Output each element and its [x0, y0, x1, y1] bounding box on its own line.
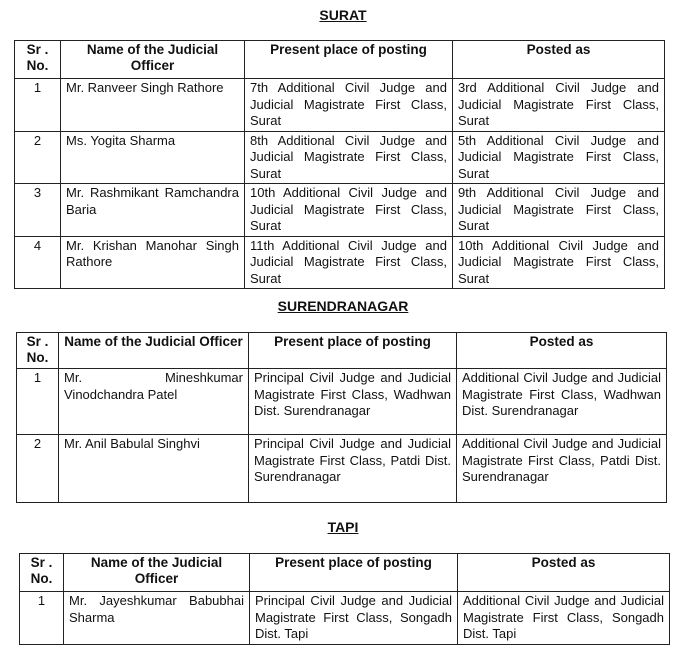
posted-cell: 3rd Additional Civil Judge and Judicial Magistrate First Class, Surat [453, 79, 665, 132]
present-cell: 11th Additional Civil Judge and Judicial Magistrate First Class, Surat [245, 236, 453, 289]
sr-cell: 3 [15, 184, 61, 237]
present-cell: 8th Additional Civil Judge and Judicial Magistrate First Class, Surat [245, 131, 453, 184]
surat-table [14, 40, 665, 289]
posted-cell: 9th Additional Civil Judge and Judicial Magistrate First Class, Surat [453, 184, 665, 237]
present-cell: 7th Additional Civil Judge and Judicial Magistrate First Class, Surat [245, 79, 453, 132]
sr-cell: 1 [20, 592, 64, 645]
header-posted: Posted as [458, 554, 670, 592]
name-cell: Mr. Anil Babulal Singhvi [59, 435, 249, 503]
sr-cell: 2 [15, 131, 61, 184]
table-row [20, 592, 670, 645]
header-present: Present place of posting [249, 333, 457, 369]
name-cell: Ms. Yogita Sharma [61, 131, 245, 184]
table-header-row [17, 333, 667, 369]
name-cell: Mr. Jayeshkumar Babubhai Sharma [64, 592, 250, 645]
name-cell: Mr. Ranveer Singh Rathore [61, 79, 245, 132]
name-cell: Mr. Krishan Manohar Singh Rathore [61, 236, 245, 289]
header-name: Name of the Judicial Officer [64, 554, 250, 592]
section-title-tapi: TAPI [327, 519, 359, 535]
sr-cell: 1 [15, 79, 61, 132]
header-name: Name of the Judicial Officer [61, 41, 245, 79]
sr-cell: 2 [17, 435, 59, 503]
header-sr-no: Sr . No. [20, 554, 64, 592]
sr-cell: 1 [17, 369, 59, 435]
posted-cell: Additional Civil Judge and Judicial Magistrate First Class, Patdi Dist. Surendranagar [457, 435, 667, 503]
present-cell: Principal Civil Judge and Judicial Magistrate First Class, Patdi Dist. Surendranagar [249, 435, 457, 503]
header-sr-no: Sr . No. [17, 333, 59, 369]
table-row [15, 236, 665, 289]
section-title-surendranagar: SURENDRANAGAR [277, 298, 409, 314]
surendranagar-table [16, 332, 667, 503]
posted-cell: Additional Civil Judge and Judicial Magistrate First Class, Wadhwan Dist. Surendranagar [457, 369, 667, 435]
present-cell: Principal Civil Judge and Judicial Magistrate First Class, Songadh Dist. Tapi [250, 592, 458, 645]
header-sr-no: Sr . No. [15, 41, 61, 79]
header-posted: Posted as [457, 333, 667, 369]
table-row [15, 79, 665, 132]
header-present: Present place of posting [245, 41, 453, 79]
posted-cell: Additional Civil Judge and Judicial Magistrate First Class, Songadh Dist. Tapi [458, 592, 670, 645]
header-name: Name of the Judicial Officer [59, 333, 249, 369]
table-row [15, 184, 665, 237]
present-cell: Principal Civil Judge and Judicial Magistrate First Class, Wadhwan Dist. Surendranagar [249, 369, 457, 435]
header-present: Present place of posting [250, 554, 458, 592]
header-posted: Posted as [453, 41, 665, 79]
present-cell: 10th Additional Civil Judge and Judicial Magistrate First Class, Surat [245, 184, 453, 237]
name-cell: Mr. Rashmikant Ramchandra Baria [61, 184, 245, 237]
name-cell: Mr. Mineshkumar Vinodchandra Patel [59, 369, 249, 435]
posted-cell: 5th Additional Civil Judge and Judicial Magistrate First Class, Surat [453, 131, 665, 184]
table-row [17, 369, 667, 435]
table-header-row [15, 41, 665, 79]
table-row [17, 435, 667, 503]
sr-cell: 4 [15, 236, 61, 289]
section-title-surat: SURAT [319, 7, 367, 23]
table-row [15, 131, 665, 184]
tapi-table [19, 553, 670, 645]
posted-cell: 10th Additional Civil Judge and Judicial Magistrate First Class, Surat [453, 236, 665, 289]
table-header-row [20, 554, 670, 592]
